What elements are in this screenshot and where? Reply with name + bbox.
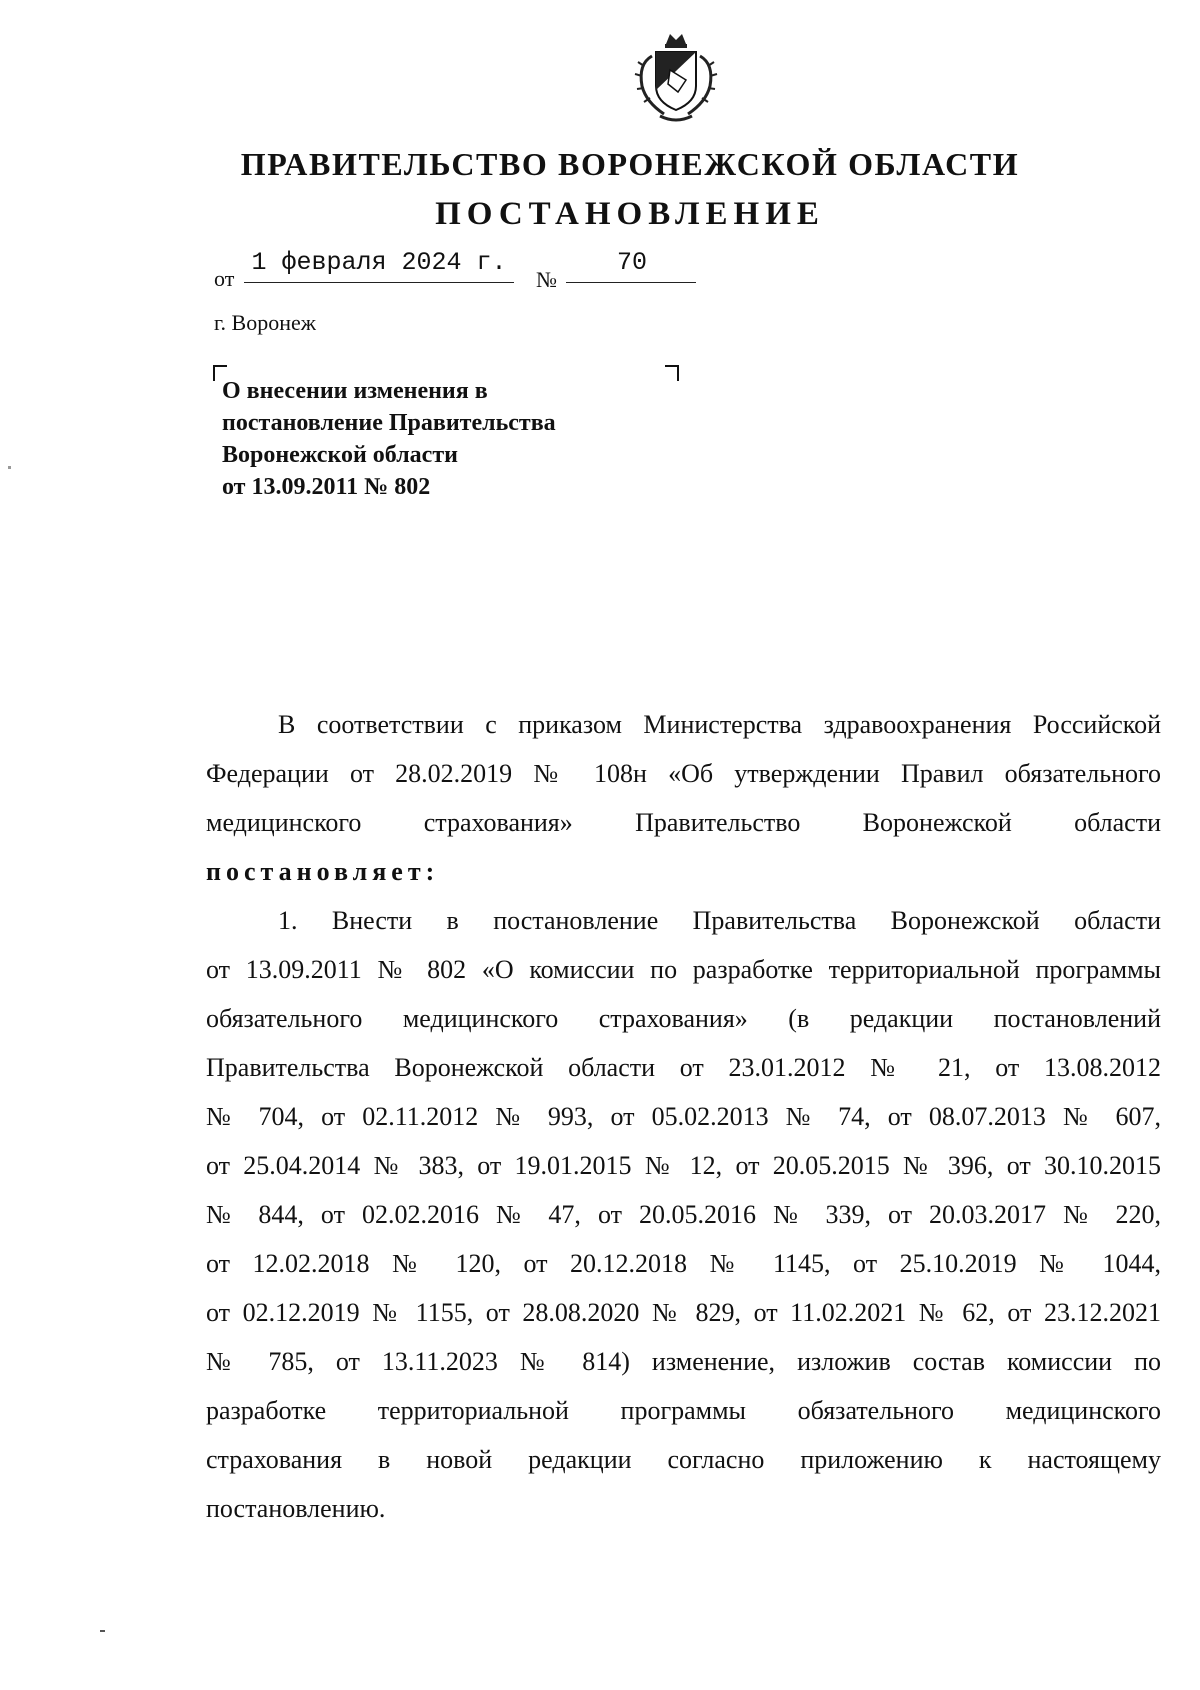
number-prefix: № bbox=[536, 267, 557, 292]
coat-of-arms-icon bbox=[630, 30, 722, 126]
subject-line: от 13.09.2011 № 802 bbox=[222, 474, 431, 500]
city-label: г. Воронеж bbox=[214, 310, 316, 335]
item1-line: страхования в новой редакции согласно приложению к настоящему bbox=[206, 1445, 1161, 1474]
document-number: 70 bbox=[616, 248, 647, 277]
item1-line: № 785, от 13.11.2023 № 814) изменение, изложив состав комиссии по bbox=[206, 1347, 1161, 1376]
item1-line: разработке территориальной программы обязательного медицинского bbox=[206, 1396, 1161, 1425]
subject-line: Воронежской области bbox=[222, 442, 458, 468]
scan-speck bbox=[8, 466, 11, 469]
document-type-title: ПОСТАНОВЛЕНИЕ bbox=[435, 196, 825, 232]
item1-line: 1. Внести в постановление Правительства Воронежской области bbox=[278, 906, 1161, 935]
item1-line: от 13.09.2011 № 802 «О комиссии по разработке территориальной программы bbox=[206, 955, 1161, 984]
resolves-label: постановляет: bbox=[206, 857, 440, 886]
item1-line: от 02.12.2019 № 1155, от 28.08.2020 № 829, от 11.02.2021 № 62, от 23.12.2021 bbox=[206, 1298, 1161, 1327]
document-body bbox=[206, 700, 1161, 1533]
document-subject bbox=[222, 375, 682, 503]
document-date: 1 февраля 2024 г. bbox=[251, 248, 507, 277]
date-underline bbox=[244, 282, 514, 283]
item1-line: № 844, от 02.02.2016 № 47, от 20.05.2016 № 339, от 20.03.2017 № 220, bbox=[206, 1200, 1161, 1229]
date-prefix: от bbox=[214, 266, 235, 291]
number-underline bbox=[566, 282, 696, 283]
item1-line: № 704, от 02.11.2012 № 993, от 05.02.2013 № 74, от 08.07.2013 № 607, bbox=[206, 1102, 1161, 1131]
item1-line: обязательного медицинского страхования» (в редакции постановлений bbox=[206, 1004, 1161, 1033]
item1-line: Правительства Воронежской области от 23.01.2012 № 21, от 13.08.2012 bbox=[206, 1053, 1161, 1082]
subject-line: постановление Правительства bbox=[222, 410, 556, 436]
preamble-line: В соответствии с приказом Министерства здравоохранения Российской bbox=[278, 710, 1161, 739]
item1-line: постановлению. bbox=[206, 1494, 386, 1523]
subject-line: О внесении изменения в bbox=[222, 378, 488, 404]
item1-line: от 25.04.2014 № 383, от 19.01.2015 № 12, от 20.05.2015 № 396, от 30.10.2015 bbox=[206, 1151, 1161, 1180]
preamble-line: Федерации от 28.02.2019 № 108н «Об утверждении Правил обязательного bbox=[206, 759, 1161, 788]
date-number-row bbox=[214, 248, 714, 292]
scan-speck bbox=[100, 1630, 105, 1632]
preamble-line: медицинского страхования» Правительство Воронежской области bbox=[206, 808, 1161, 837]
organization-title: ПРАВИТЕЛЬСТВО ВОРОНЕЖСКОЙ ОБЛАСТИ bbox=[240, 146, 1020, 182]
item1-line: от 12.02.2018 № 120, от 20.12.2018 № 1145, от 25.10.2019 № 1044, bbox=[206, 1249, 1161, 1278]
